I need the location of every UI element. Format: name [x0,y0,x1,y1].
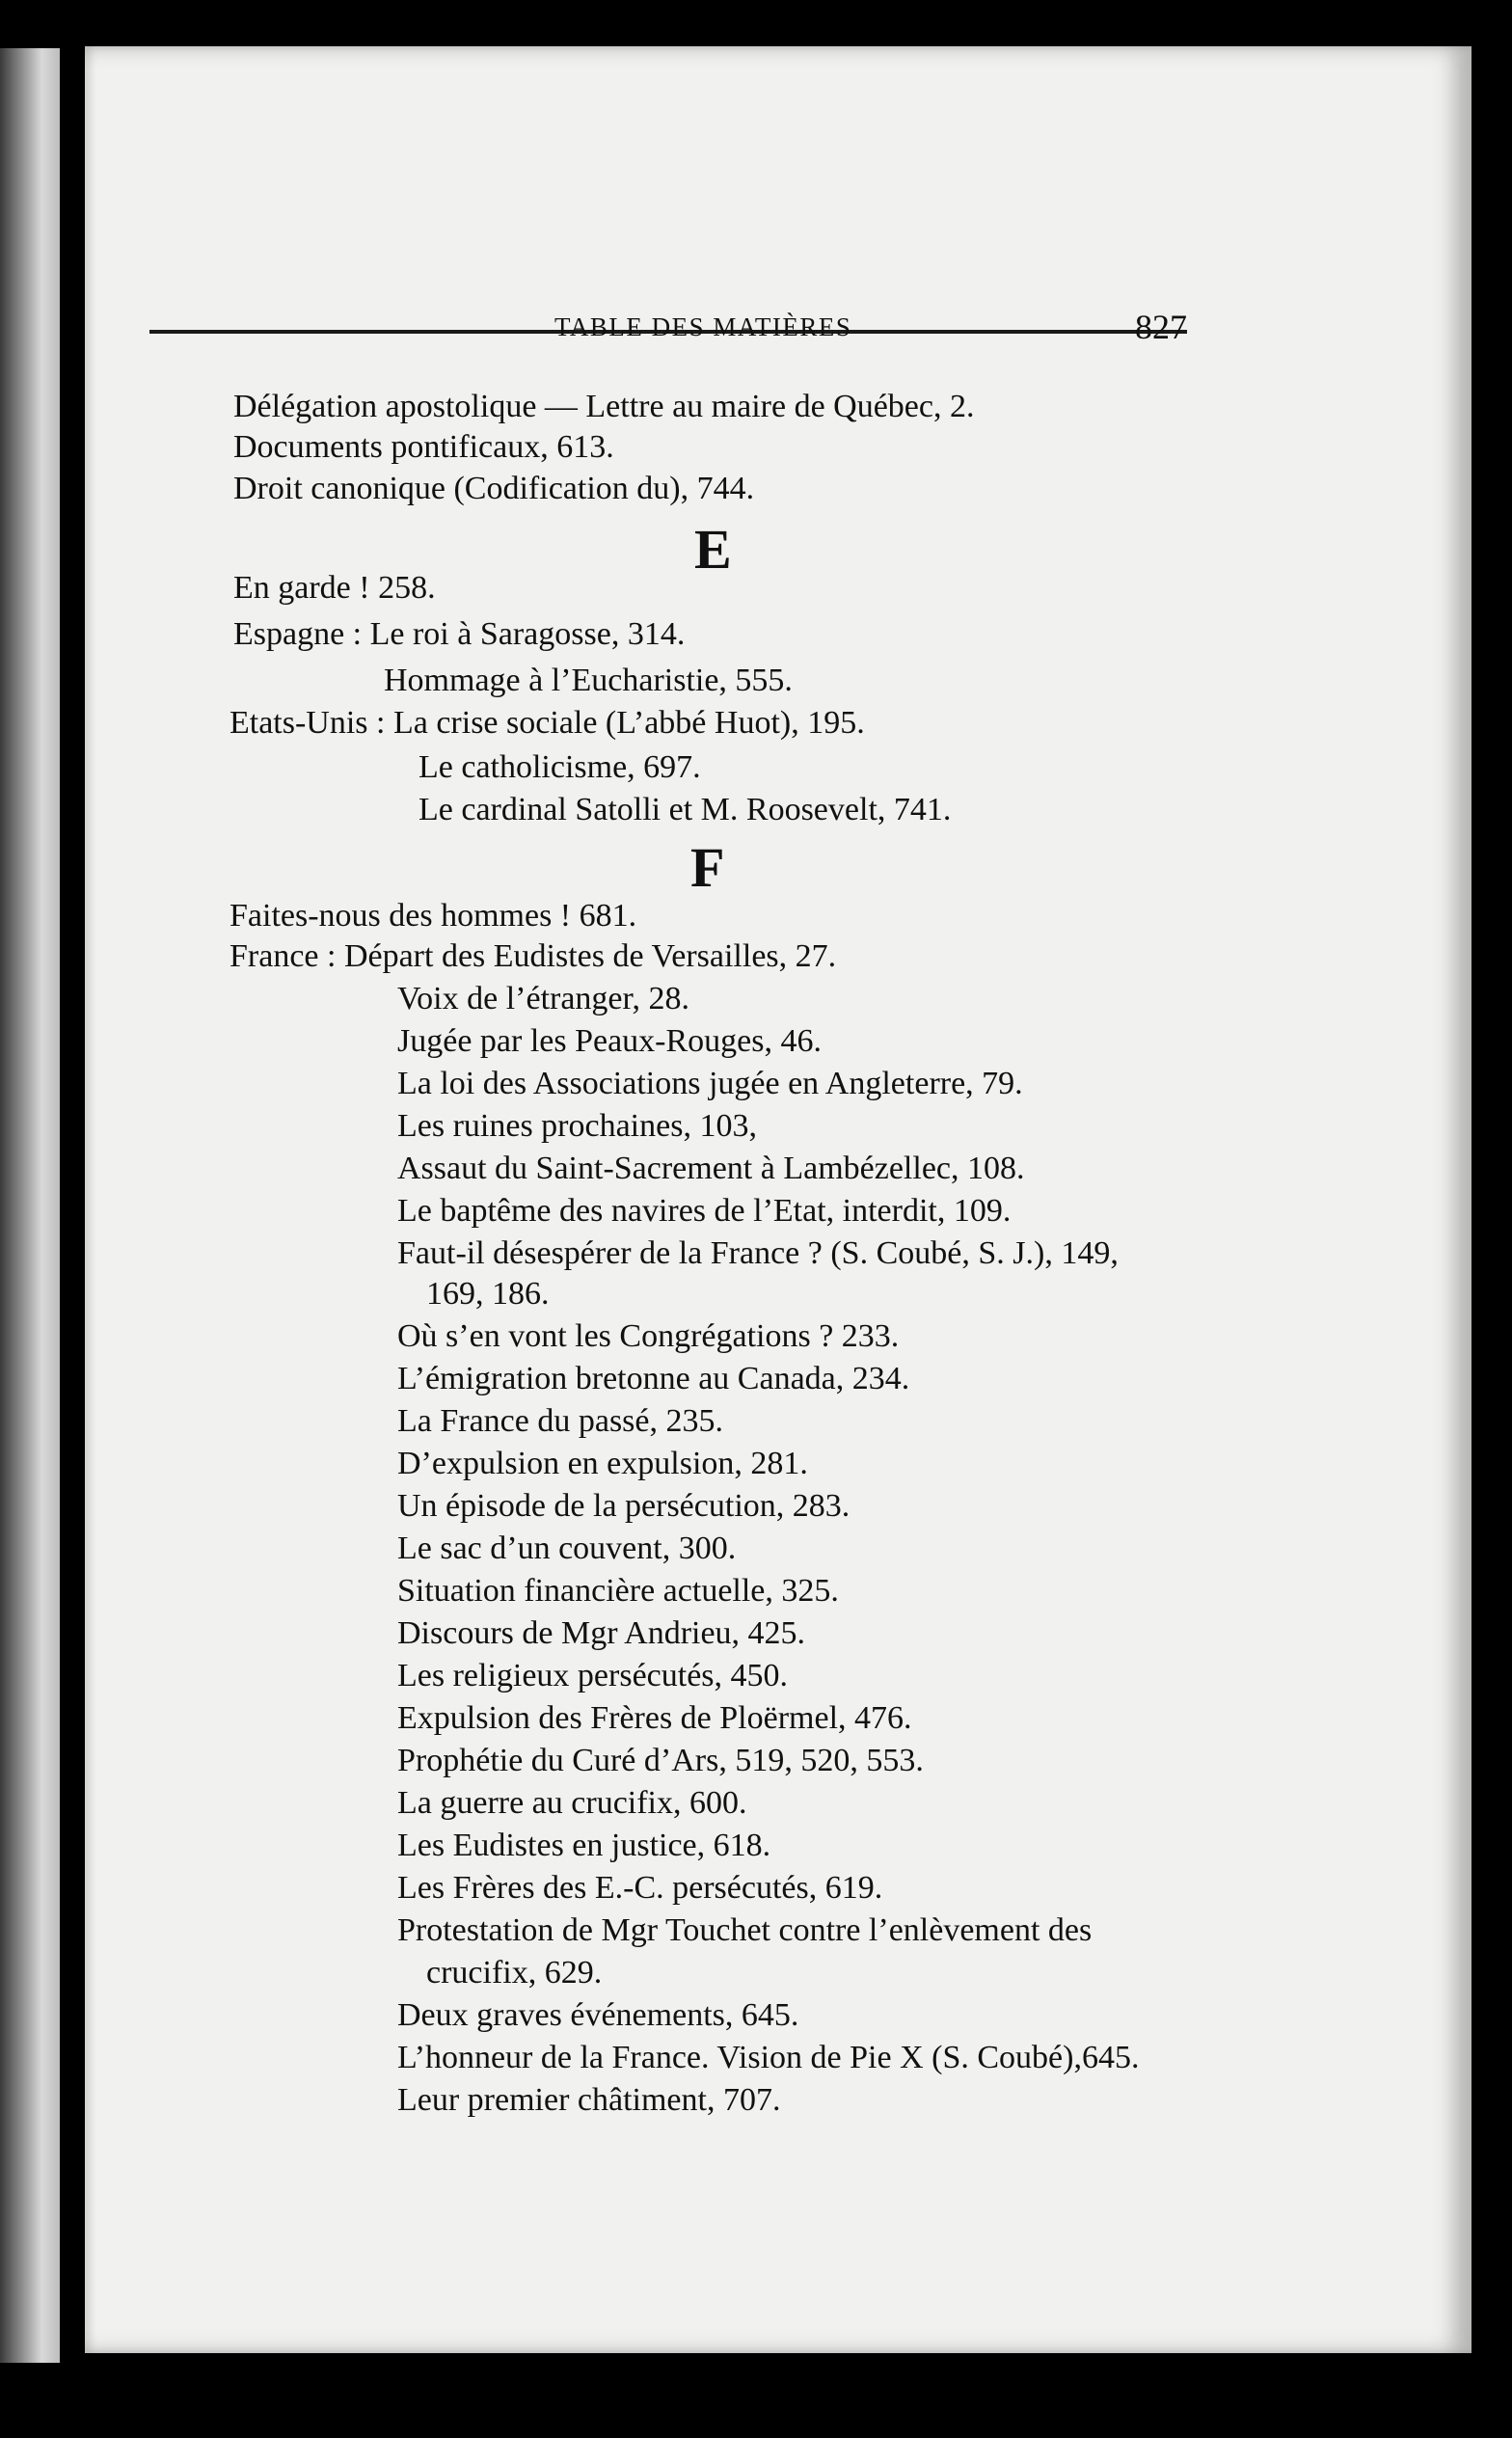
index-entry: Où s’en vont les Congrégations ? 233. [397,1318,900,1354]
index-entry: La loi des Associations jugée en Angleterre, 79. [397,1066,1023,1101]
index-entry: Situation financière actuelle, 325. [397,1573,839,1609]
page-header [149,262,1187,346]
index-entry-continuation: 169, 186. [426,1276,550,1312]
index-entry: Le catholicisme, 697. [418,749,701,785]
page-number: 827 [1135,308,1187,346]
index-entry: Hommage à l’Eucharistie, 555. [384,663,793,698]
section-letter-f: F [690,836,725,899]
index-entry: Protestation de Mgr Touchet contre l’enlèvement des [397,1912,1093,1948]
index-entry: L’émigration bretonne au Canada, 234. [397,1361,910,1396]
index-entry: Les Eudistes en justice, 618. [397,1828,771,1863]
index-entry: Documents pontificaux, 613. [233,429,614,465]
adjacent-page-edge [0,48,60,2363]
section-letter-e: E [694,518,732,581]
running-title: TABLE DES MATIÈRES [554,312,852,341]
index-entry: Leur premier châtiment, 707. [397,2082,781,2118]
index-entry: Assaut du Saint-Sacrement à Lambézellec, 108. [397,1151,1025,1186]
index-entry: Expulsion des Frères de Ploërmel, 476. [397,1700,912,1736]
index-entry: Faites-nous des hommes ! 681. [230,898,637,934]
index-entry: France : Départ des Eudistes de Versailles, 27. [230,938,837,974]
index-entry: L’honneur de la France. Vision de Pie X (S. Coubé),645. [397,2040,1140,2075]
index-entry: Etats-Unis : La crise sociale (L’abbé Huot), 195. [230,705,865,741]
index-entry: Délégation apostolique — Lettre au maire de Québec, 2. [233,389,975,424]
index-entry: Un épisode de la persécution, 283. [397,1488,850,1524]
index-entry: D’expulsion en expulsion, 281. [397,1446,808,1481]
index-entry: Voix de l’étranger, 28. [397,981,689,1016]
index-entry: La guerre au crucifix, 600. [397,1785,747,1821]
index-entry: Les religieux persécutés, 450. [397,1658,789,1693]
index-entry: Deux graves événements, 645. [397,1997,799,2033]
index-entry: Les ruines prochaines, 103, [397,1108,757,1144]
index-entry: Le cardinal Satolli et M. Roosevelt, 741. [418,792,952,827]
index-entry: Le sac d’un couvent, 300. [397,1531,737,1566]
index-entry: Faut-il désespérer de la France ? (S. Coubé, S. J.), 149, [397,1235,1119,1271]
index-entry: Jugée par les Peaux-Rouges, 46. [397,1023,823,1059]
index-entry: Espagne : Le roi à Saragosse, 314. [233,616,686,652]
index-entry-continuation: crucifix, 629. [426,1955,603,1991]
index-entry: La France du passé, 235. [397,1403,724,1439]
index-entry: En garde ! 258. [233,570,436,606]
index-entry: Prophétie du Curé d’Ars, 519, 520, 553. [397,1743,924,1778]
index-entry: Les Frères des E.-C. persécutés, 619. [397,1870,883,1906]
index-entry: Discours de Mgr Andrieu, 425. [397,1615,806,1651]
index-entry: Le baptême des navires de l’Etat, interdit, 109. [397,1193,1012,1229]
index-entry: Droit canonique (Codification du), 744. [233,471,755,506]
